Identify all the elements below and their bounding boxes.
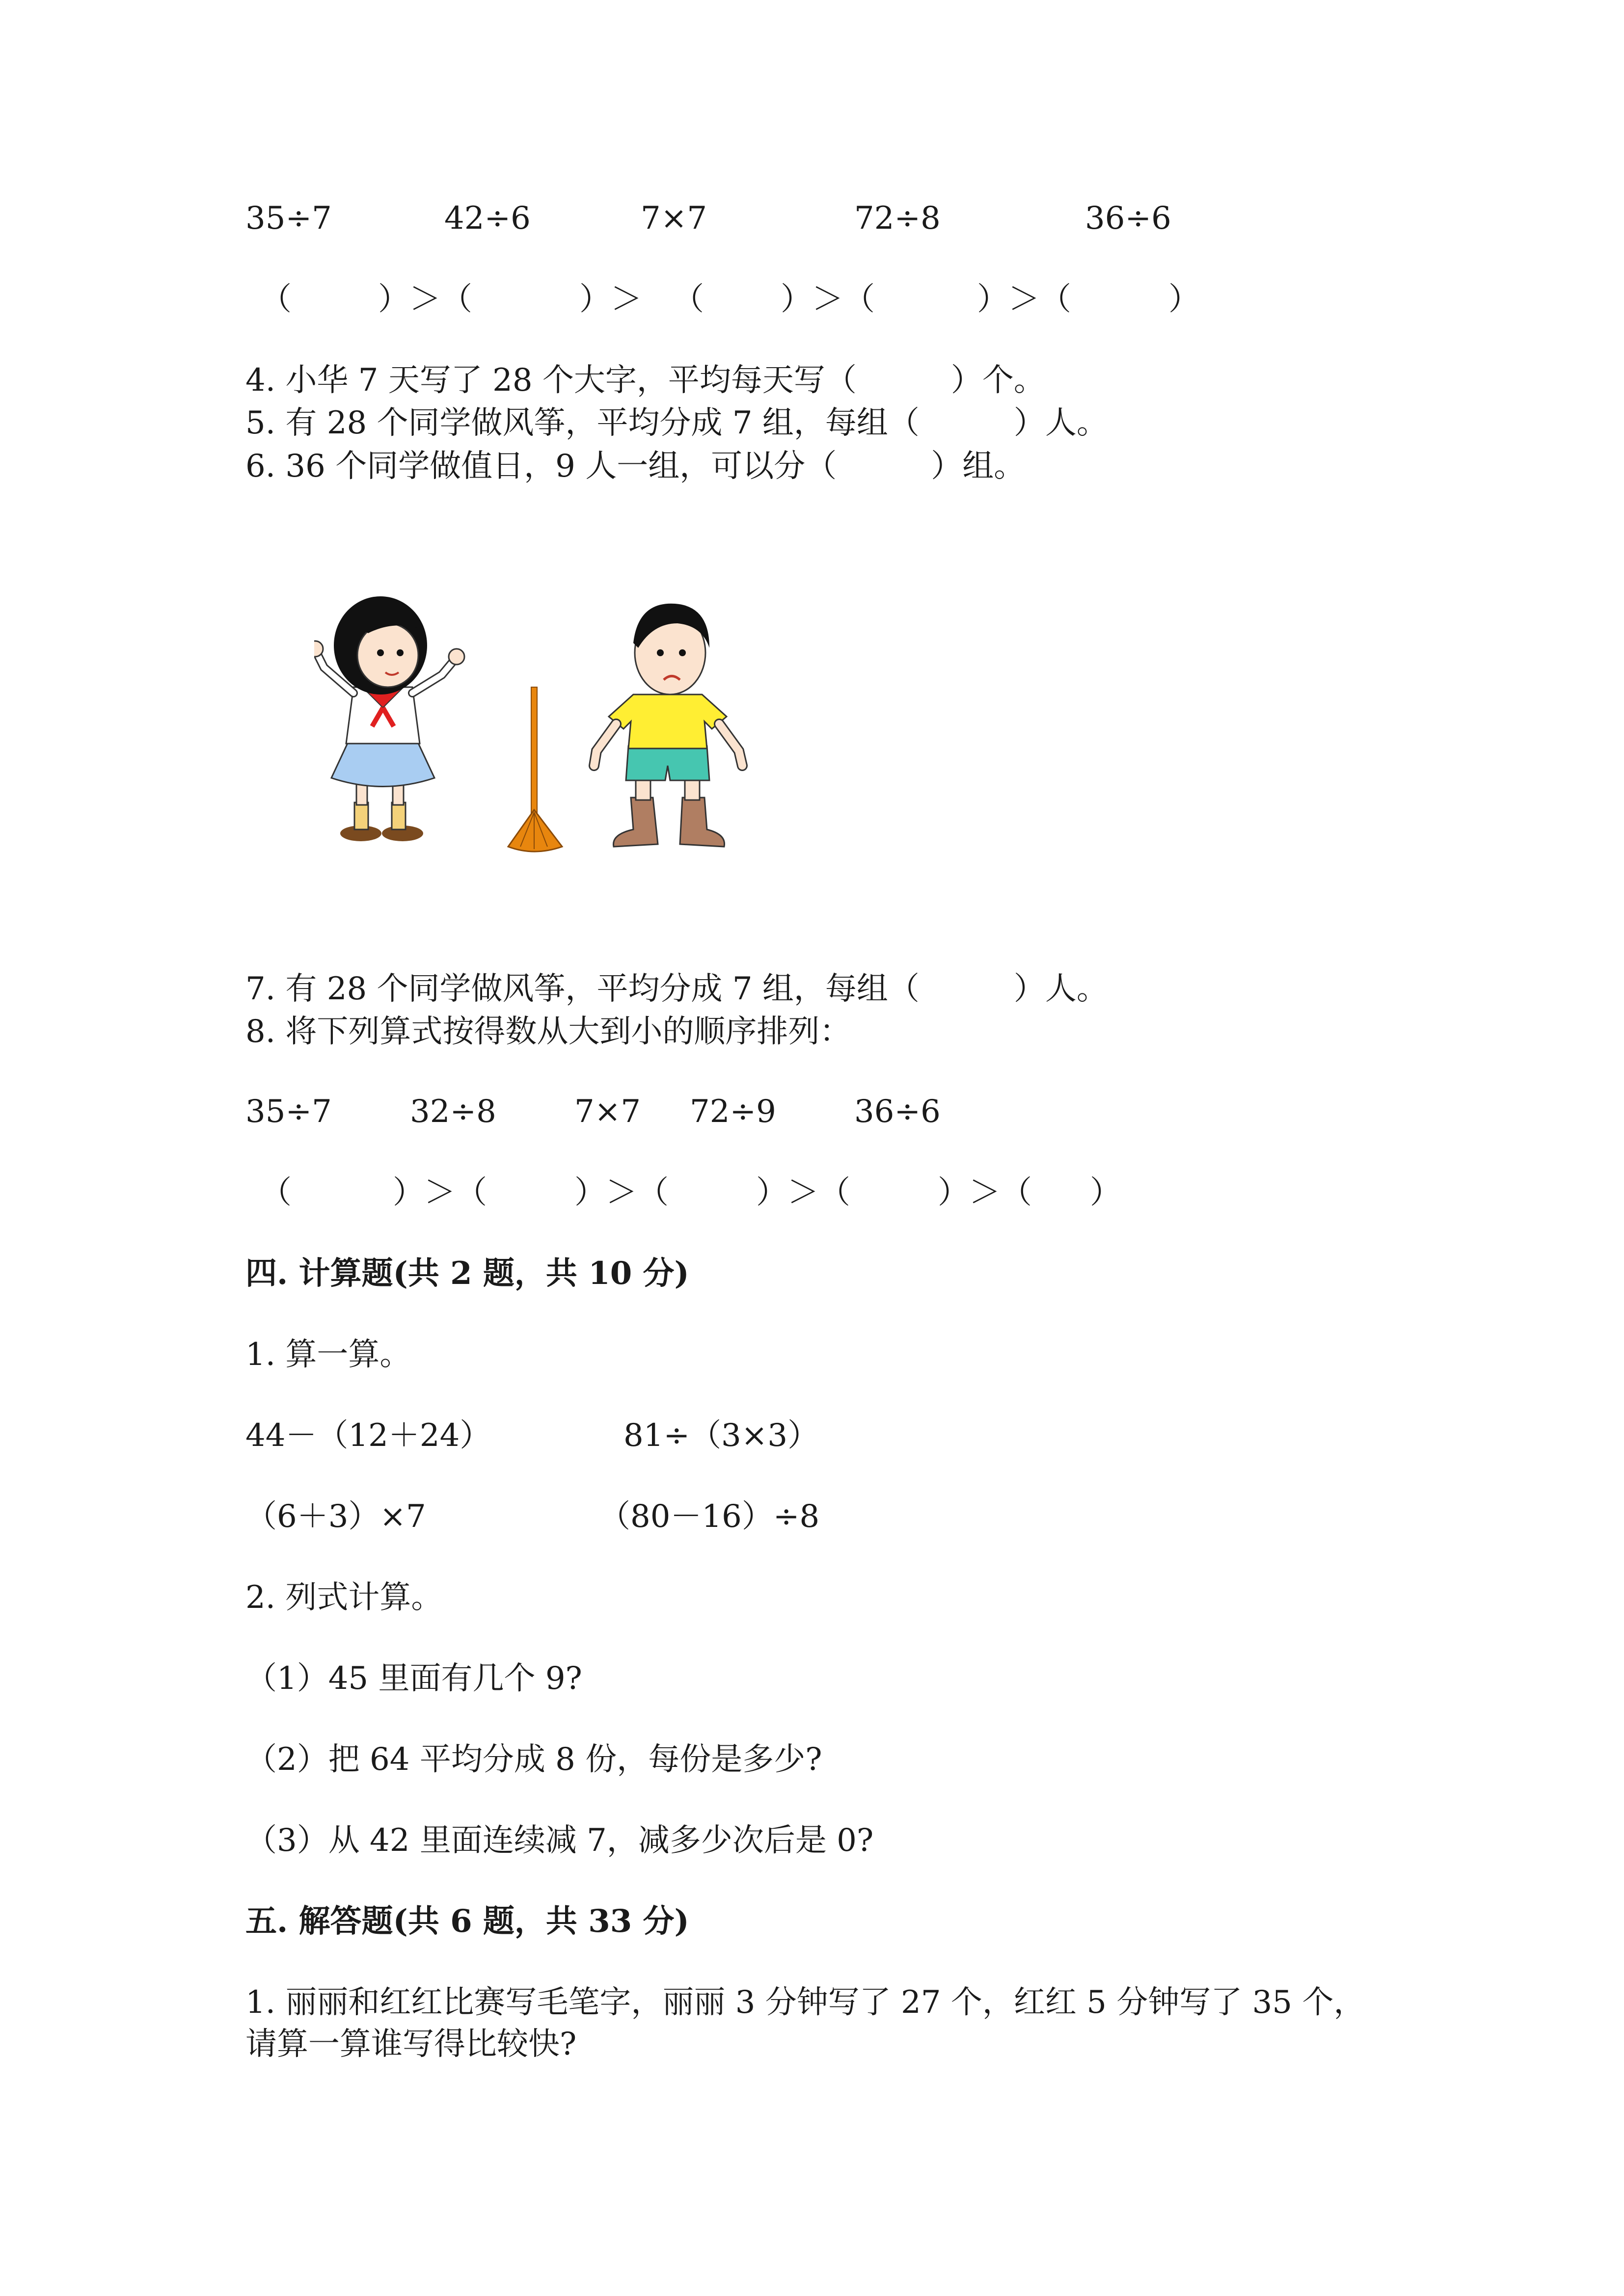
question-4: 4. 小华 7 天写了 28 个大字，平均每天写（ ）个。 bbox=[245, 362, 1045, 399]
q3-expr-4: 72÷8 bbox=[854, 200, 941, 237]
q8-expr-1: 35÷7 bbox=[245, 1094, 332, 1130]
gt-sep-1: ）＞（ bbox=[378, 281, 472, 318]
paren-open-1: （ bbox=[260, 281, 292, 318]
calc-expr-1: 44－（12＋24） bbox=[245, 1417, 491, 1454]
q8-paren-close-5: ） bbox=[1090, 1175, 1121, 1211]
q8-expr-2: 32÷8 bbox=[410, 1094, 496, 1130]
calc-2-item-3: （3）从 42 里面连续减 7，减多少次后是 0? bbox=[245, 1822, 874, 1859]
q3-expr-1: 35÷7 bbox=[245, 200, 332, 237]
gt-sep-3: ）＞（ bbox=[781, 281, 875, 318]
q8-gt-sep-2: ）＞（ bbox=[574, 1175, 669, 1211]
paren-close-5: ） bbox=[1168, 281, 1200, 318]
q3-expr-5: 36÷6 bbox=[1085, 200, 1171, 237]
calc-expr-2: 81÷（3×3） bbox=[623, 1417, 819, 1454]
gt-sep-4: ）＞（ bbox=[977, 281, 1071, 318]
calc-2-title: 2. 列式计算。 bbox=[245, 1579, 443, 1616]
girl-figure bbox=[314, 596, 464, 841]
section-5-title: 五. 解答题(共 6 题，共 33 分) bbox=[245, 1903, 689, 1940]
children-illustration bbox=[314, 579, 805, 854]
question-7: 7. 有 28 个同学做风筝，平均分成 7 组，每组（ ）人。 bbox=[245, 971, 1108, 1007]
calc-expr-4: （80－16）÷8 bbox=[599, 1498, 820, 1535]
calc-expr-3: （6＋3）×7 bbox=[245, 1498, 426, 1535]
q8-gt-sep-1: ）＞（ bbox=[393, 1175, 487, 1211]
q8-paren-open-1: （ bbox=[260, 1175, 292, 1211]
answer-q1-line-2: 请算一算谁写得比较快? bbox=[245, 2026, 577, 2062]
boy-figure bbox=[594, 604, 742, 847]
paren-open-3: （ bbox=[673, 281, 704, 318]
calc-2-item-1: （1）45 里面有几个 9? bbox=[245, 1660, 582, 1697]
broom-figure bbox=[508, 687, 562, 852]
calc-2-item-2: （2）把 64 平均分成 8 份，每份是多少? bbox=[245, 1741, 822, 1778]
q8-gt-sep-3: ）＞（ bbox=[756, 1175, 850, 1211]
q8-expr-4: 72÷9 bbox=[690, 1094, 776, 1130]
question-8-title: 8. 将下列算式按得数从大到小的顺序排列： bbox=[245, 1014, 851, 1050]
q8-gt-sep-4: ）＞（ bbox=[938, 1175, 1032, 1211]
question-6: 6. 36 个同学做值日，9 人一组，可以分（ ）组。 bbox=[245, 448, 1026, 484]
calc-1-title: 1. 算一算。 bbox=[245, 1336, 411, 1373]
answer-q1-line-1: 1. 丽丽和红红比赛写毛笔字，丽丽 3 分钟写了 27 个，红红 5 分钟写了 35 个， bbox=[245, 1984, 1365, 2021]
q3-expr-2: 42÷6 bbox=[444, 200, 531, 237]
q8-expr-5: 36÷6 bbox=[854, 1094, 941, 1130]
q3-expr-3: 7×7 bbox=[641, 200, 707, 237]
question-5: 5. 有 28 个同学做风筝，平均分成 7 组，每组（ ）人。 bbox=[245, 405, 1108, 441]
gt-sep-2: ）＞ bbox=[579, 281, 642, 318]
q8-expr-3: 7×7 bbox=[574, 1094, 641, 1130]
section-4-title: 四. 计算题(共 2 题，共 10 分) bbox=[245, 1255, 689, 1292]
